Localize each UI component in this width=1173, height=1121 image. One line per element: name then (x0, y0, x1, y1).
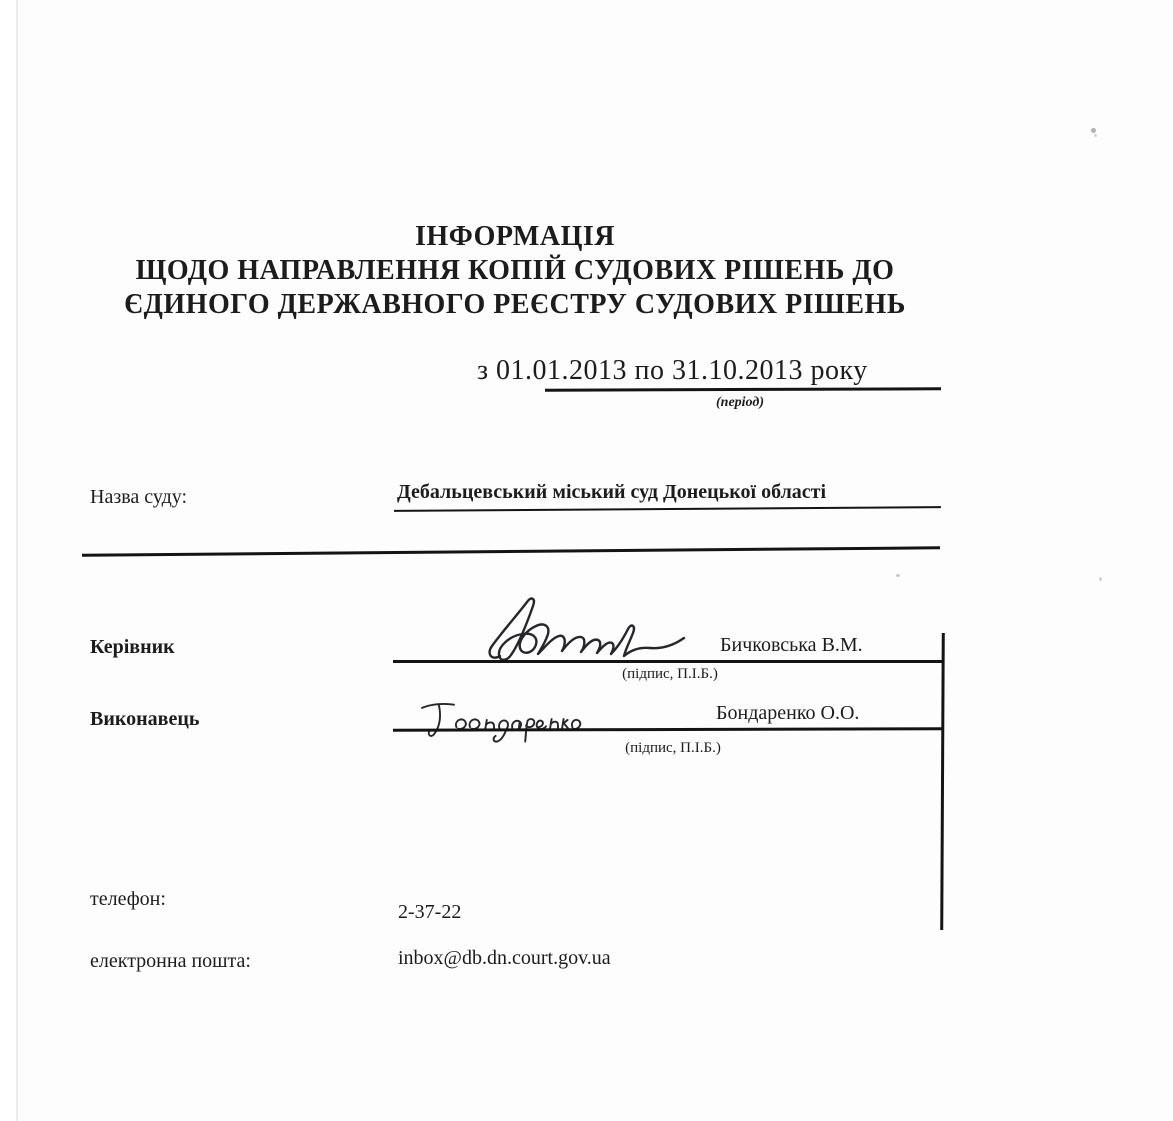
title-line-3: ЄДИНОГО ДЕРЖАВНОГО РЕЄСТРУ СУДОВИХ РІШЕНЬ (124, 289, 906, 320)
document-title (60, 220, 970, 322)
kerivnyk-signature-icon (478, 592, 688, 662)
kerivnyk-signature-caption: (підпис, П.І.Б.) (622, 666, 718, 682)
scan-speck (1094, 134, 1097, 137)
title-line-2: ЩОДО НАПРАВЛЕННЯ КОПІЙ СУДОВИХ РІШЕНЬ ДО (135, 255, 895, 286)
period-underline (545, 387, 941, 391)
section-separator-line (82, 546, 940, 556)
scan-page-edge (16, 0, 18, 1121)
signatory-name-kerivnyk: Бичковська В.М. (720, 634, 863, 656)
scan-speck (1091, 128, 1096, 133)
phone-label: телефон: (90, 888, 166, 910)
signatory-role-vykonavets: Виконавець (90, 708, 200, 730)
signatory-name-vykonavets: Бондаренко О.О. (716, 702, 860, 724)
vykonavets-signature-caption: (підпис, П.І.Б.) (625, 740, 721, 756)
email-value: inbox@db.dn.court.gov.ua (398, 947, 611, 969)
court-name-underline (394, 506, 941, 512)
phone-value: 2-37-22 (398, 901, 462, 923)
email-label: електронна пошта: (90, 950, 251, 972)
kerivnyk-signature-line (393, 660, 942, 663)
vykonavets-signature-line (393, 727, 944, 731)
court-name-value: Дебальцевський міський суд Донецької області (397, 481, 827, 503)
scan-speck (896, 574, 900, 577)
scan-speck (1099, 577, 1102, 581)
title-line-1: ІНФОРМАЦІЯ (415, 221, 615, 252)
scan-left-margin (0, 0, 16, 1121)
period-caption: (період) (716, 395, 764, 410)
signatory-role-kerivnyk: Керівник (90, 636, 175, 658)
right-vertical-rule (940, 633, 945, 930)
report-period-value: з 01.01.2013 по 31.10.2013 року (477, 355, 868, 386)
court-name-label: Назва суду: (90, 486, 188, 508)
